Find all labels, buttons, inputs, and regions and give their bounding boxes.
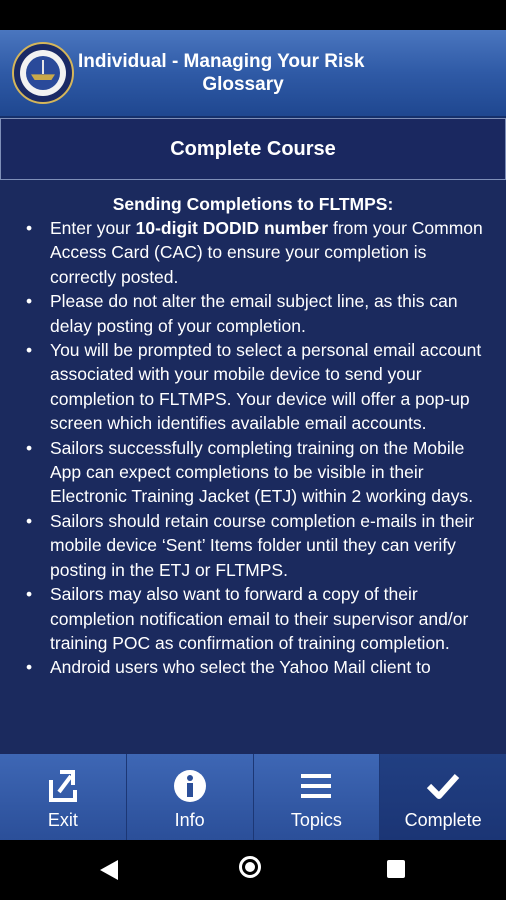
recent-apps-icon[interactable] — [387, 860, 405, 878]
app-title-line2: Glossary — [202, 74, 284, 95]
bottom-tab-bar — [0, 754, 506, 840]
system-nav-bar — [0, 840, 506, 900]
app-title — [78, 50, 408, 96]
app-title-line1: Individual - Managing Your Risk — [78, 51, 365, 72]
list-item: • Sailors may also want to forward a copy of their completion notification email to their supervisor and/or training POC as confirmation of training completion. — [50, 582, 506, 655]
bullet1-after: from your Common Access Card (CAC) to ensure your completion is correctly posted. — [50, 218, 483, 287]
list-item: • Sailors should retain course completion e-mails in their mobile device ‘Sent’ Items folder until they can verify posting in the ETJ or FLTMPS. — [50, 509, 506, 582]
back-icon[interactable] — [100, 860, 118, 880]
list-item: • Android users who select the Yahoo Mail client to — [50, 655, 506, 679]
tab-exit[interactable] — [0, 754, 127, 840]
content-scroll-area[interactable] — [0, 182, 506, 754]
tab-complete[interactable] — [380, 754, 506, 840]
list-item: • You will be prompted to select a personal email account associated with your mobile device to send your completion to FLTMPS. Your device will offer a pop-up screen which identifies available email accounts. — [50, 338, 506, 436]
tab-complete-label: Complete — [404, 810, 482, 830]
home-icon[interactable] — [239, 856, 261, 878]
list-item — [50, 216, 506, 289]
navy-seal-icon — [12, 42, 74, 104]
tab-info-label: Info — [174, 810, 205, 830]
tab-topics-label: Topics — [290, 810, 342, 830]
page-title: Complete Course — [0, 118, 506, 180]
info-icon — [172, 768, 208, 804]
bullet1-before: Enter your — [50, 218, 136, 238]
tab-exit-label: Exit — [47, 810, 78, 830]
status-bar — [0, 0, 506, 30]
bullet1-bold: 10-digit DODID number — [135, 218, 329, 238]
list-item: • Sailors successfully completing training on the Mobile App can expect completions to be visible in their Electronic Training Jacket (ETJ) within 2 working days. — [50, 436, 506, 509]
instructions-list — [0, 216, 506, 680]
checkmark-icon — [425, 768, 461, 804]
tab-topics[interactable] — [254, 754, 381, 840]
menu-icon — [298, 768, 334, 804]
tab-info[interactable] — [127, 754, 254, 840]
exit-icon — [45, 768, 81, 804]
list-item: • Please do not alter the email subject line, as this can delay posting of your completion. — [50, 289, 506, 338]
content-heading: Sending Completions to FLTMPS: — [112, 194, 394, 214]
app-header — [0, 30, 506, 118]
